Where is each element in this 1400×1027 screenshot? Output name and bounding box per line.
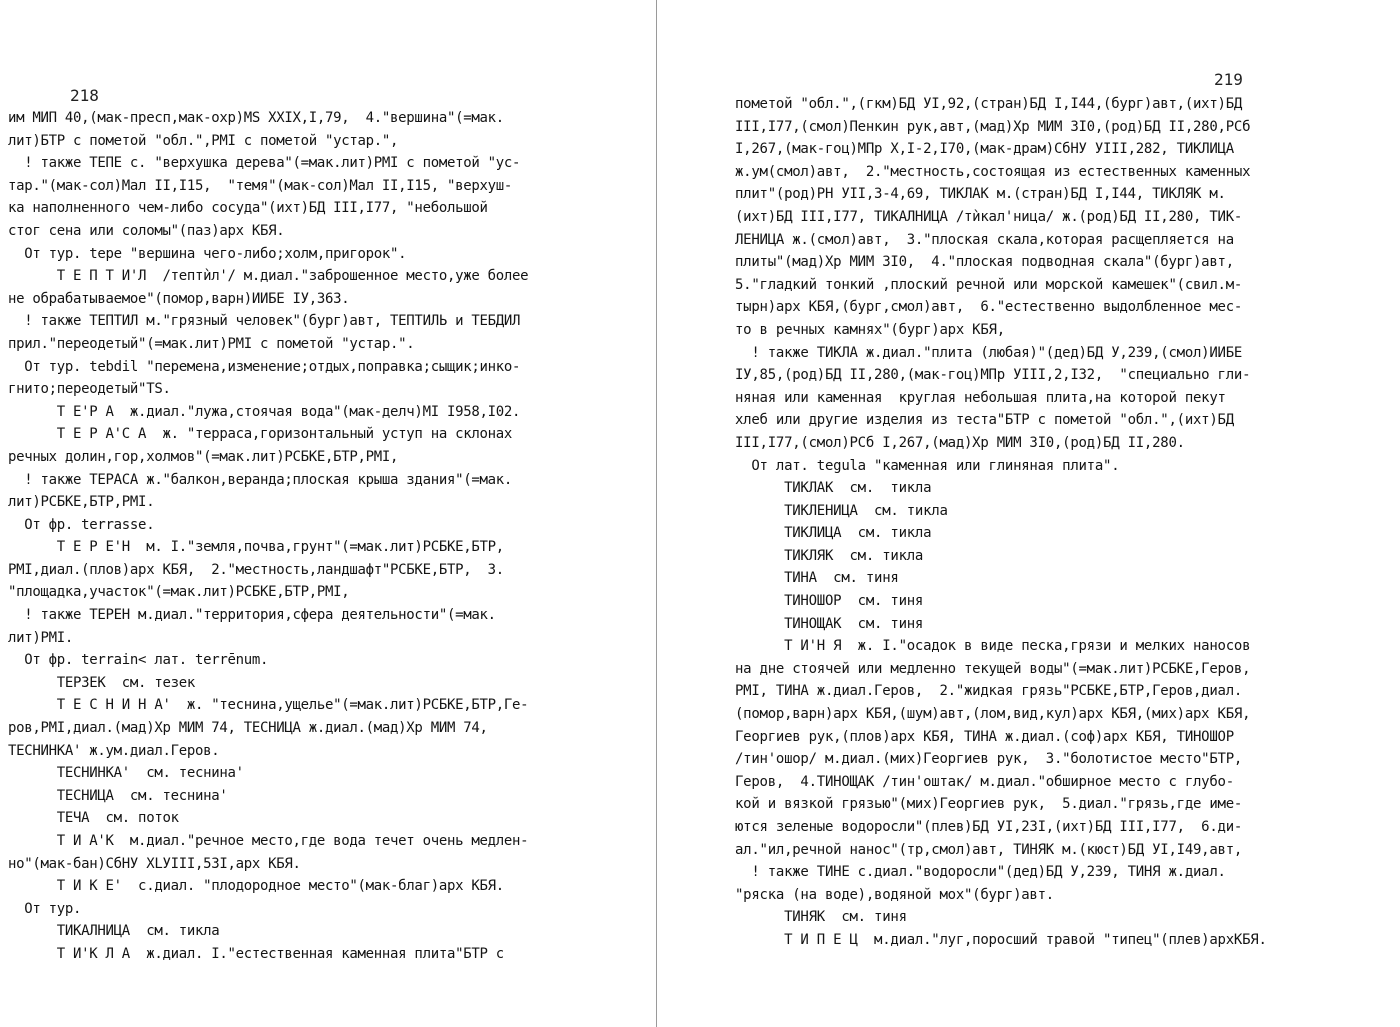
text-line: ТЕСНИНКА' ж.ум.диал.Геров. <box>8 742 220 759</box>
text-line: IУ,85,(род)БД II,280,(мак-гоц)МПр УIII,2,I32, "специально гли- <box>735 367 1251 384</box>
text-line: ка наполненного чем-либо сосуда"(ихт)БД III,I77, "небольшой <box>8 200 488 217</box>
text-line: ров,РМI,диал.(мад)Хр МИМ 74, ТЕСНИЦА ж.диал.(мад)Хр МИМ 74, <box>8 720 488 737</box>
text-line: Т Е'Р А ж.диал."лужа,стоячая вода"(мак-делч)МI I958,I02. <box>8 403 521 420</box>
text-line: ТИКЛИЦА см. тикла <box>735 525 932 542</box>
text-line: (помор,варн)арх КБЯ,(шум)авт,(лом,вид,кул)арх КБЯ,(мих)арх КБЯ, <box>735 706 1251 723</box>
text-line: Т И К Е' с.диал. "плодородное место"(мак-благ)арх КБЯ. <box>8 878 504 895</box>
text-line: гнито;переодетый"TS. <box>8 381 171 398</box>
text-line: ал."ил,речной нанос"(тр,смол)авт, ТИНЯК м.(кюст)БД УI,I49,авт, <box>735 841 1243 858</box>
text-line: Т Е Р А'С А ж. "терраса,горизонтальный уступ на склонах <box>8 426 512 443</box>
text-line: речных долин,гор,холмов"(=мак.лит)РСБКЕ,БТР,РМI, <box>8 448 399 465</box>
text-line: От фр. terrasse. <box>8 516 155 533</box>
text-line: (ихт)БД III,I77, ТИКАЛНИЦА /тѝкал'ница/ ж.(род)БД II,280, ТИК- <box>735 208 1243 225</box>
text-line: III,I77,(смол)РСб I,267,(мад)Хр МИМ 3I0,(род)БД II,280. <box>735 434 1185 451</box>
text-line: РМI,диал.(плов)арх КБЯ, 2."местность,ландшафт"РСБКЕ,БТР, 3. <box>8 561 504 578</box>
text-line: хлеб или другие изделия из теста"БТР с пометой "обл.",(ихт)БД <box>735 412 1234 429</box>
text-line: ЛЕНИЦА ж.(смол)авт, 3."плоская скала,которая расщепляется на <box>735 231 1234 248</box>
text-line: ТИКАЛНИЦА см. тикла <box>8 923 220 940</box>
text-line: ТЕСНИЦА см. теснина' <box>8 787 228 804</box>
text-line: ТЕЧА см. поток <box>8 810 179 827</box>
page-number: 219 <box>1214 70 1243 89</box>
text-block <box>735 93 1395 952</box>
text-line: лит)БТР с пометой "обл.",РМI с пометой "устар.", <box>8 132 399 149</box>
text-line: От лат. tegula "каменная или глиняная плита". <box>735 457 1120 474</box>
text-line: ТИНОЩАК см. тиня <box>735 615 924 632</box>
text-line: ТИНЯК см. тиня <box>735 909 907 926</box>
text-line: ! также ТЕПЕ с. "верхушка дерева"(=мак.лит)РМI с пометой "ус- <box>8 155 521 172</box>
text-line: Т Е Р Е'Н м. I."земля,почва,грунт"(=мак.лит)РСБКЕ,БТР, <box>8 539 504 556</box>
text-line: Т Е С Н И Н А' ж. "теснина,ущелье"(=мак.лит)РСБКЕ,БТР,Ге- <box>8 697 529 714</box>
text-line: ж.ум(смол)авт, 2."местность,состоящая из естественных каменных <box>735 163 1251 180</box>
text-line: От фр. terrain< лат. terrēnum. <box>8 652 269 669</box>
text-line: на дне стоячей или медленно текущей воды"(=мак.лит)РСБКЕ,Геров, <box>735 660 1251 677</box>
text-line: "ряска (на воде),водяной мох"(бург)авт. <box>735 886 1054 903</box>
text-line: Т И'К Л А ж.диал. I."естественная каменная плита"БТР с <box>8 945 504 962</box>
text-line: I,267,(мак-гоц)МПр Х,I-2,I70,(мак-драм)СбНУ УIII,282, ТИКЛИЦА <box>735 141 1234 158</box>
text-line: лит)РСБКЕ,БТР,РМI. <box>8 494 155 511</box>
text-line: "площадка,участок"(=мак.лит)РСБКЕ,БТР,РМI, <box>8 584 350 601</box>
text-line: пометой "обл.",(гкм)БД УI,92,(стран)БД I,I44,(бург)авт,(ихт)БД <box>735 96 1243 112</box>
text-line: От тур. <box>8 900 82 917</box>
text-line: ТИКЛАК см. тикла <box>735 480 932 497</box>
text-line: Георгиев рук,(плов)арх КБЯ, ТИНА ж.диал.(соф)арх КБЯ, ТИНОШОР <box>735 728 1234 745</box>
text-line: ТЕСНИНКА' см. теснина' <box>8 765 244 782</box>
text-line: /тин'ошор/ м.диал.(мих)Георгиев рук, 3."болотистое место"БТР, <box>735 751 1243 768</box>
text-line: ТИНА см. тиня <box>735 570 899 587</box>
text-line: прил."переодетый"(=мак.лит)РМI с пометой "устар.". <box>8 335 415 352</box>
text-line: кой и вязкой грязью"(мих)Георгиев рук, 5.диал."грязь,где име- <box>735 796 1243 813</box>
text-line: тырн)арх КБЯ,(бург,смол)авт, 6."естественно выдолбленное мес- <box>735 299 1243 316</box>
text-line: плиты"(мад)Хр МИМ 3I0, 4."плоская подводная скала"(бург)авт, <box>735 254 1234 271</box>
page-fold-divider <box>656 0 657 1027</box>
text-block <box>8 107 648 966</box>
text-line: няная или каменная круглая небольшая плита,на которой пекут <box>735 389 1226 406</box>
text-line: но"(мак-бан)СбНУ ХLУIII,53I,арх КБЯ. <box>8 855 301 872</box>
text-line: ТЕРЗЕК см. тезек <box>8 674 195 691</box>
text-line: ТИНОШОР см. тиня <box>735 593 924 610</box>
text-line: Геров, 4.ТИНОЩАК /тин'оштак/ м.диал."обширное место с глубо- <box>735 773 1234 790</box>
text-line: ! также ТЕПТИЛ м."грязный человек"(бург)авт, ТЕПТИЛЬ и ТЕБДИЛ <box>8 313 521 330</box>
text-line: От тур. tebdil "перемена,изменение;отдых,поправка;сыщик;инко- <box>8 358 521 375</box>
text-line: лит)РМI. <box>8 629 74 646</box>
text-line: им МИП 40,(мак-пресп,мак-охр)MS XXIX,I,79, 4."вершина"(=мак. <box>8 110 504 126</box>
text-line: Т И'Н Я ж. I."осадок в виде песка,грязи и мелких наносов <box>735 638 1251 655</box>
page-right <box>662 0 1400 1027</box>
text-line: От тур. tepe "вершина чего-либо;холм,пригорок". <box>8 245 407 262</box>
text-line: ! также ТИКЛА ж.диал."плита (любая)"(дед)БД У,239,(смол)ИИБЕ <box>735 344 1243 361</box>
text-line: ТИКЛЯК см. тикла <box>735 547 924 564</box>
text-line: тар."(мак-сол)Мал II,I15, "темя"(мак-сол)Мал II,I15, "верхуш- <box>8 177 512 194</box>
text-line: Т Е П Т И'Л /тептѝл'/ м.диал."заброшенное место,уже более <box>8 268 529 285</box>
text-line: 5."гладкий тонкий ,плоский речной или морской камешек"(свил.м- <box>735 276 1243 293</box>
text-line: РМI, ТИНА ж.диал.Геров, 2."жидкая грязь"РСБКЕ,БТР,Геров,диал. <box>735 683 1243 700</box>
text-line: III,I77,(смол)Пенкин рук,авт,(мад)Хр МИМ 3I0,(род)БД II,280,РСб <box>735 118 1251 135</box>
text-line: ! также ТИНЕ с.диал."водоросли"(дед)БД У,239, ТИНЯ ж.диал. <box>735 864 1226 881</box>
page-number: 218 <box>70 86 99 105</box>
page-left <box>0 0 650 1027</box>
text-line: то в речных камнях"(бург)арх КБЯ, <box>735 321 1005 338</box>
text-line: ТИКЛЕНИЦА см. тикла <box>735 502 948 519</box>
text-line: Т И А'К м.диал."речное место,где вода течет очень медлен- <box>8 833 529 849</box>
text-line: стог сена или соломы"(паз)арх КБЯ. <box>8 222 285 239</box>
text-line: не обрабатываемое"(помор,варн)ИИБЕ IУ,363. <box>8 290 350 307</box>
text-line: Т И П Е Ц м.диал."луг,поросший травой "типец"(плев)архКБЯ. <box>735 931 1267 948</box>
text-line: ! также ТЕРАСА ж."балкон,веранда;плоская крыша здания"(=мак. <box>8 471 512 488</box>
text-line: ! также ТЕРЕН м.диал."территория,сфера деятельности"(=мак. <box>8 607 496 624</box>
text-line: плит"(род)РН УII,3-4,69, ТИКЛАК м.(стран)БД I,I44, ТИКЛЯК м. <box>735 186 1226 203</box>
text-line: ются зеленые водоросли"(плев)БД УI,23I,(ихт)БД III,I77, 6.ди- <box>735 819 1243 835</box>
